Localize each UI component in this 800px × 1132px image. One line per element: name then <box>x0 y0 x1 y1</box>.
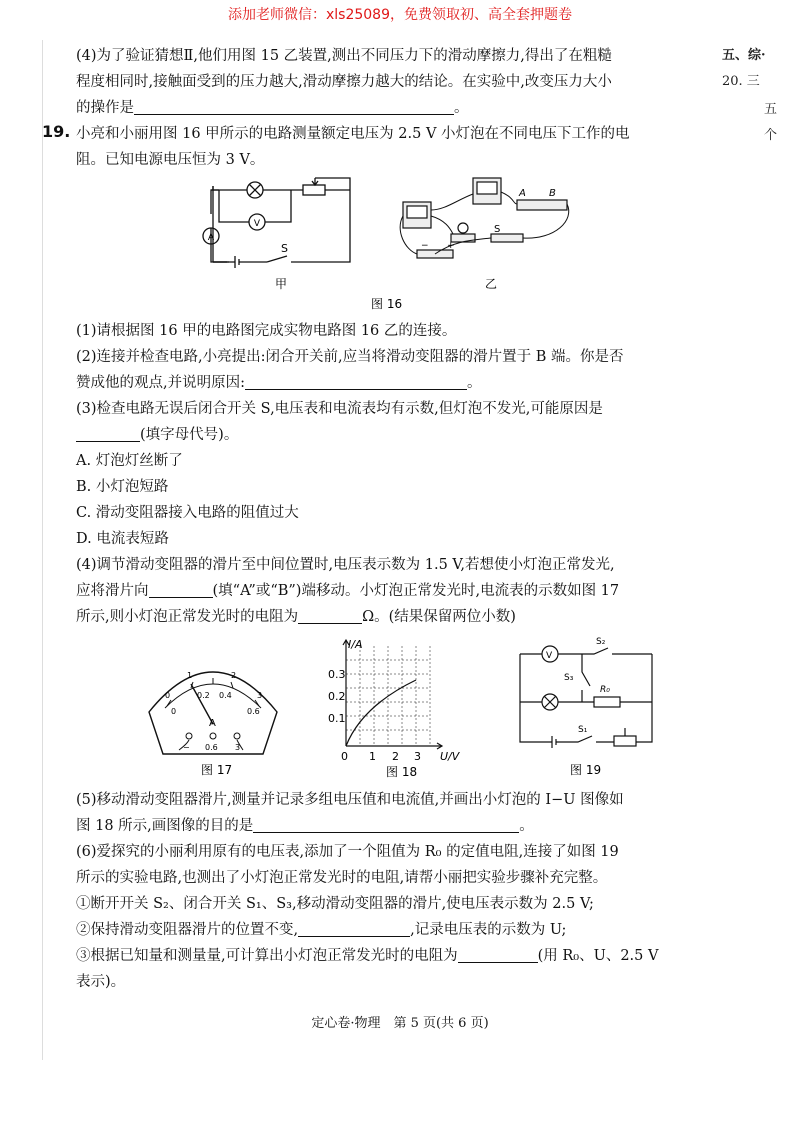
resistor-r0-label: R₀ <box>600 685 610 695</box>
top-scale-1: 1 <box>187 671 193 680</box>
x-tick: 0 <box>341 750 348 763</box>
terminal-3: 3 <box>235 743 241 752</box>
switch-s2-label: S₂ <box>596 637 606 647</box>
q19-part2: 赞成他的观点,并说明原因: 。 <box>76 375 482 391</box>
battery-plus: + <box>447 241 455 251</box>
terminal-neg: − <box>183 743 190 752</box>
step-1: ①断开开关 S₂、闭合开关 S₁、S₃,移动滑动变阻器的滑片,使电压表示数为 2.5 V; <box>76 896 594 912</box>
figure-caption: 图 19 <box>570 763 602 777</box>
answer-blank[interactable] <box>149 581 213 598</box>
q19-stem: 阻。已知电源电压恒为 3 V。 <box>76 152 265 168</box>
answer-blank[interactable] <box>253 816 519 833</box>
step-2: ②保持滑动变阻器滑片的位置不变, ,记录电压表的示数为 U; <box>76 922 567 938</box>
x-axis-label: U/V <box>440 750 460 763</box>
y-tick: 0.1 <box>328 712 346 725</box>
iu-curve <box>346 680 416 746</box>
option-d: D. 电流表短路 <box>76 531 169 547</box>
switch-label: S <box>281 242 288 255</box>
q18-line: 程度相同时,接触面受到的压力越大,滑动摩擦力越大的结论。在实验中,改变压力大小 <box>76 74 612 90</box>
top-scale-0: 0 <box>165 691 171 700</box>
question-number: 19. <box>42 122 71 141</box>
ammeter-label: A <box>207 233 215 243</box>
q19-part4: 应将滑片向 (填“A”或“B”)端移动。小灯泡正常发光时,电流表的示数如图 17 <box>76 583 620 599</box>
option-b: B. 小灯泡短路 <box>76 479 169 495</box>
next-column-text: 五 <box>764 102 778 117</box>
answer-blank[interactable] <box>245 373 467 390</box>
terminal-a: A <box>519 188 526 199</box>
circuit-diagram-jia <box>203 178 350 268</box>
voltmeter-label: V <box>546 651 553 661</box>
q19-part6: (6)爱探究的小丽利用原有的电压表,添加了一个阻值为 R₀ 的定值电阻,连接了如图 19 <box>76 844 619 860</box>
step-3: ③根据已知量和测量量,可计算出小灯泡正常发光时的电阻为 (用 R₀、U、2.5 V <box>76 948 659 964</box>
q18-line: (4)为了验证猜想Ⅱ,他们用图 15 乙装置,测出不同压力下的滑动摩擦力,得出了在粗糙 <box>76 48 612 64</box>
y-tick: 0.3 <box>328 668 346 681</box>
next-column-heading: 五、综· <box>722 48 766 63</box>
answer-blank[interactable] <box>134 98 454 115</box>
bottom-scale-3: 0.6 <box>247 707 260 716</box>
answer-blank[interactable] <box>298 920 410 937</box>
figure-17-ammeter <box>143 650 283 780</box>
switch-s1-label: S₁ <box>578 725 588 735</box>
bottom-scale-0: 0 <box>171 707 177 716</box>
figure-caption: 图 16 <box>371 297 403 311</box>
figure-16 <box>195 170 575 315</box>
figure-caption: 图 18 <box>386 765 418 779</box>
q19-part4: 所示,则小灯泡正常发光时的电阻为 Ω。(结果保留两位小数) <box>76 609 516 625</box>
x-tick: 1 <box>369 750 376 763</box>
figure-caption: 图 17 <box>201 763 233 777</box>
switch-s3-label: S₃ <box>564 673 574 683</box>
next-column-text: 个 <box>764 128 778 143</box>
switch-label-yi: S <box>494 224 501 235</box>
battery-minus: − <box>421 241 429 251</box>
answer-blank[interactable] <box>76 425 140 442</box>
q19-part1: (1)请根据图 16 甲的电路图完成实物电路图 16 乙的连接。 <box>76 323 457 339</box>
x-tick: 2 <box>392 750 399 763</box>
answer-blank[interactable] <box>298 607 362 624</box>
figure-19-circuit <box>508 632 668 780</box>
y-tick: 0.2 <box>328 690 346 703</box>
q19-part5: 图 18 所示,画图像的目的是 。 <box>76 818 534 834</box>
step-3: 表示)。 <box>76 974 126 990</box>
q18-line: 的操作是 。 <box>76 100 469 116</box>
q19-part5: (5)移动滑动变阻器滑片,测量并记录多组电压值和电流值,并画出小灯泡的 I−U 图像如 <box>76 792 624 808</box>
q19-part3: (3)检查电路无误后闭合开关 S,电压表和电流表均有示数,但灯泡不发光,可能原因是 <box>76 401 603 417</box>
page-footer: 定心卷·物理 第 5 页(共 6 页) <box>311 1016 489 1031</box>
terminal-b: B <box>549 188 556 199</box>
q19-part6: 所示的实验电路,也测出了小灯泡正常发光时的电阻,请帮小丽把实验步骤补充完整。 <box>76 870 608 886</box>
promo-header: 添加老师微信：xls25089，免费领取初、高全套押题卷 <box>227 7 572 23</box>
terminal-06: 0.6 <box>205 743 218 752</box>
voltmeter-label: V <box>253 219 261 229</box>
top-scale-3: 3 <box>257 691 263 700</box>
q19-part4: (4)调节滑动变阻器的滑片至中间位置时,电压表示数为 1.5 V,若想使小灯泡正常发光, <box>76 557 615 573</box>
answer-blank[interactable] <box>458 946 538 963</box>
bottom-scale-1: 0.2 <box>197 691 210 700</box>
option-c: C. 滑动变阻器接入电路的阻值过大 <box>76 505 299 521</box>
unit-label: A <box>209 718 216 729</box>
top-scale-2: 2 <box>231 671 237 680</box>
q19-stem: 小亮和小丽用图 16 甲所示的电路测量额定电压为 2.5 V 小灯泡在不同电压下工作的电 <box>76 126 630 142</box>
option-a: A. 灯泡灯丝断了 <box>76 453 183 469</box>
y-axis-label: I/A <box>348 638 363 651</box>
next-column-text: 20. 三 <box>722 74 760 89</box>
scan-edge <box>42 40 43 1060</box>
x-tick: 3 <box>414 750 421 763</box>
q19-part3: (填字母代号)。 <box>76 423 238 448</box>
figure-18-graph <box>326 636 476 781</box>
sub-caption-jia: 甲 <box>275 277 288 291</box>
bottom-scale-2: 0.4 <box>219 691 232 700</box>
sub-caption-yi: 乙 <box>485 277 498 291</box>
q19-part2: (2)连接并检查电路,小亮提出:闭合开关前,应当将滑动变阻器的滑片置于 B 端。你是否 <box>76 349 624 365</box>
